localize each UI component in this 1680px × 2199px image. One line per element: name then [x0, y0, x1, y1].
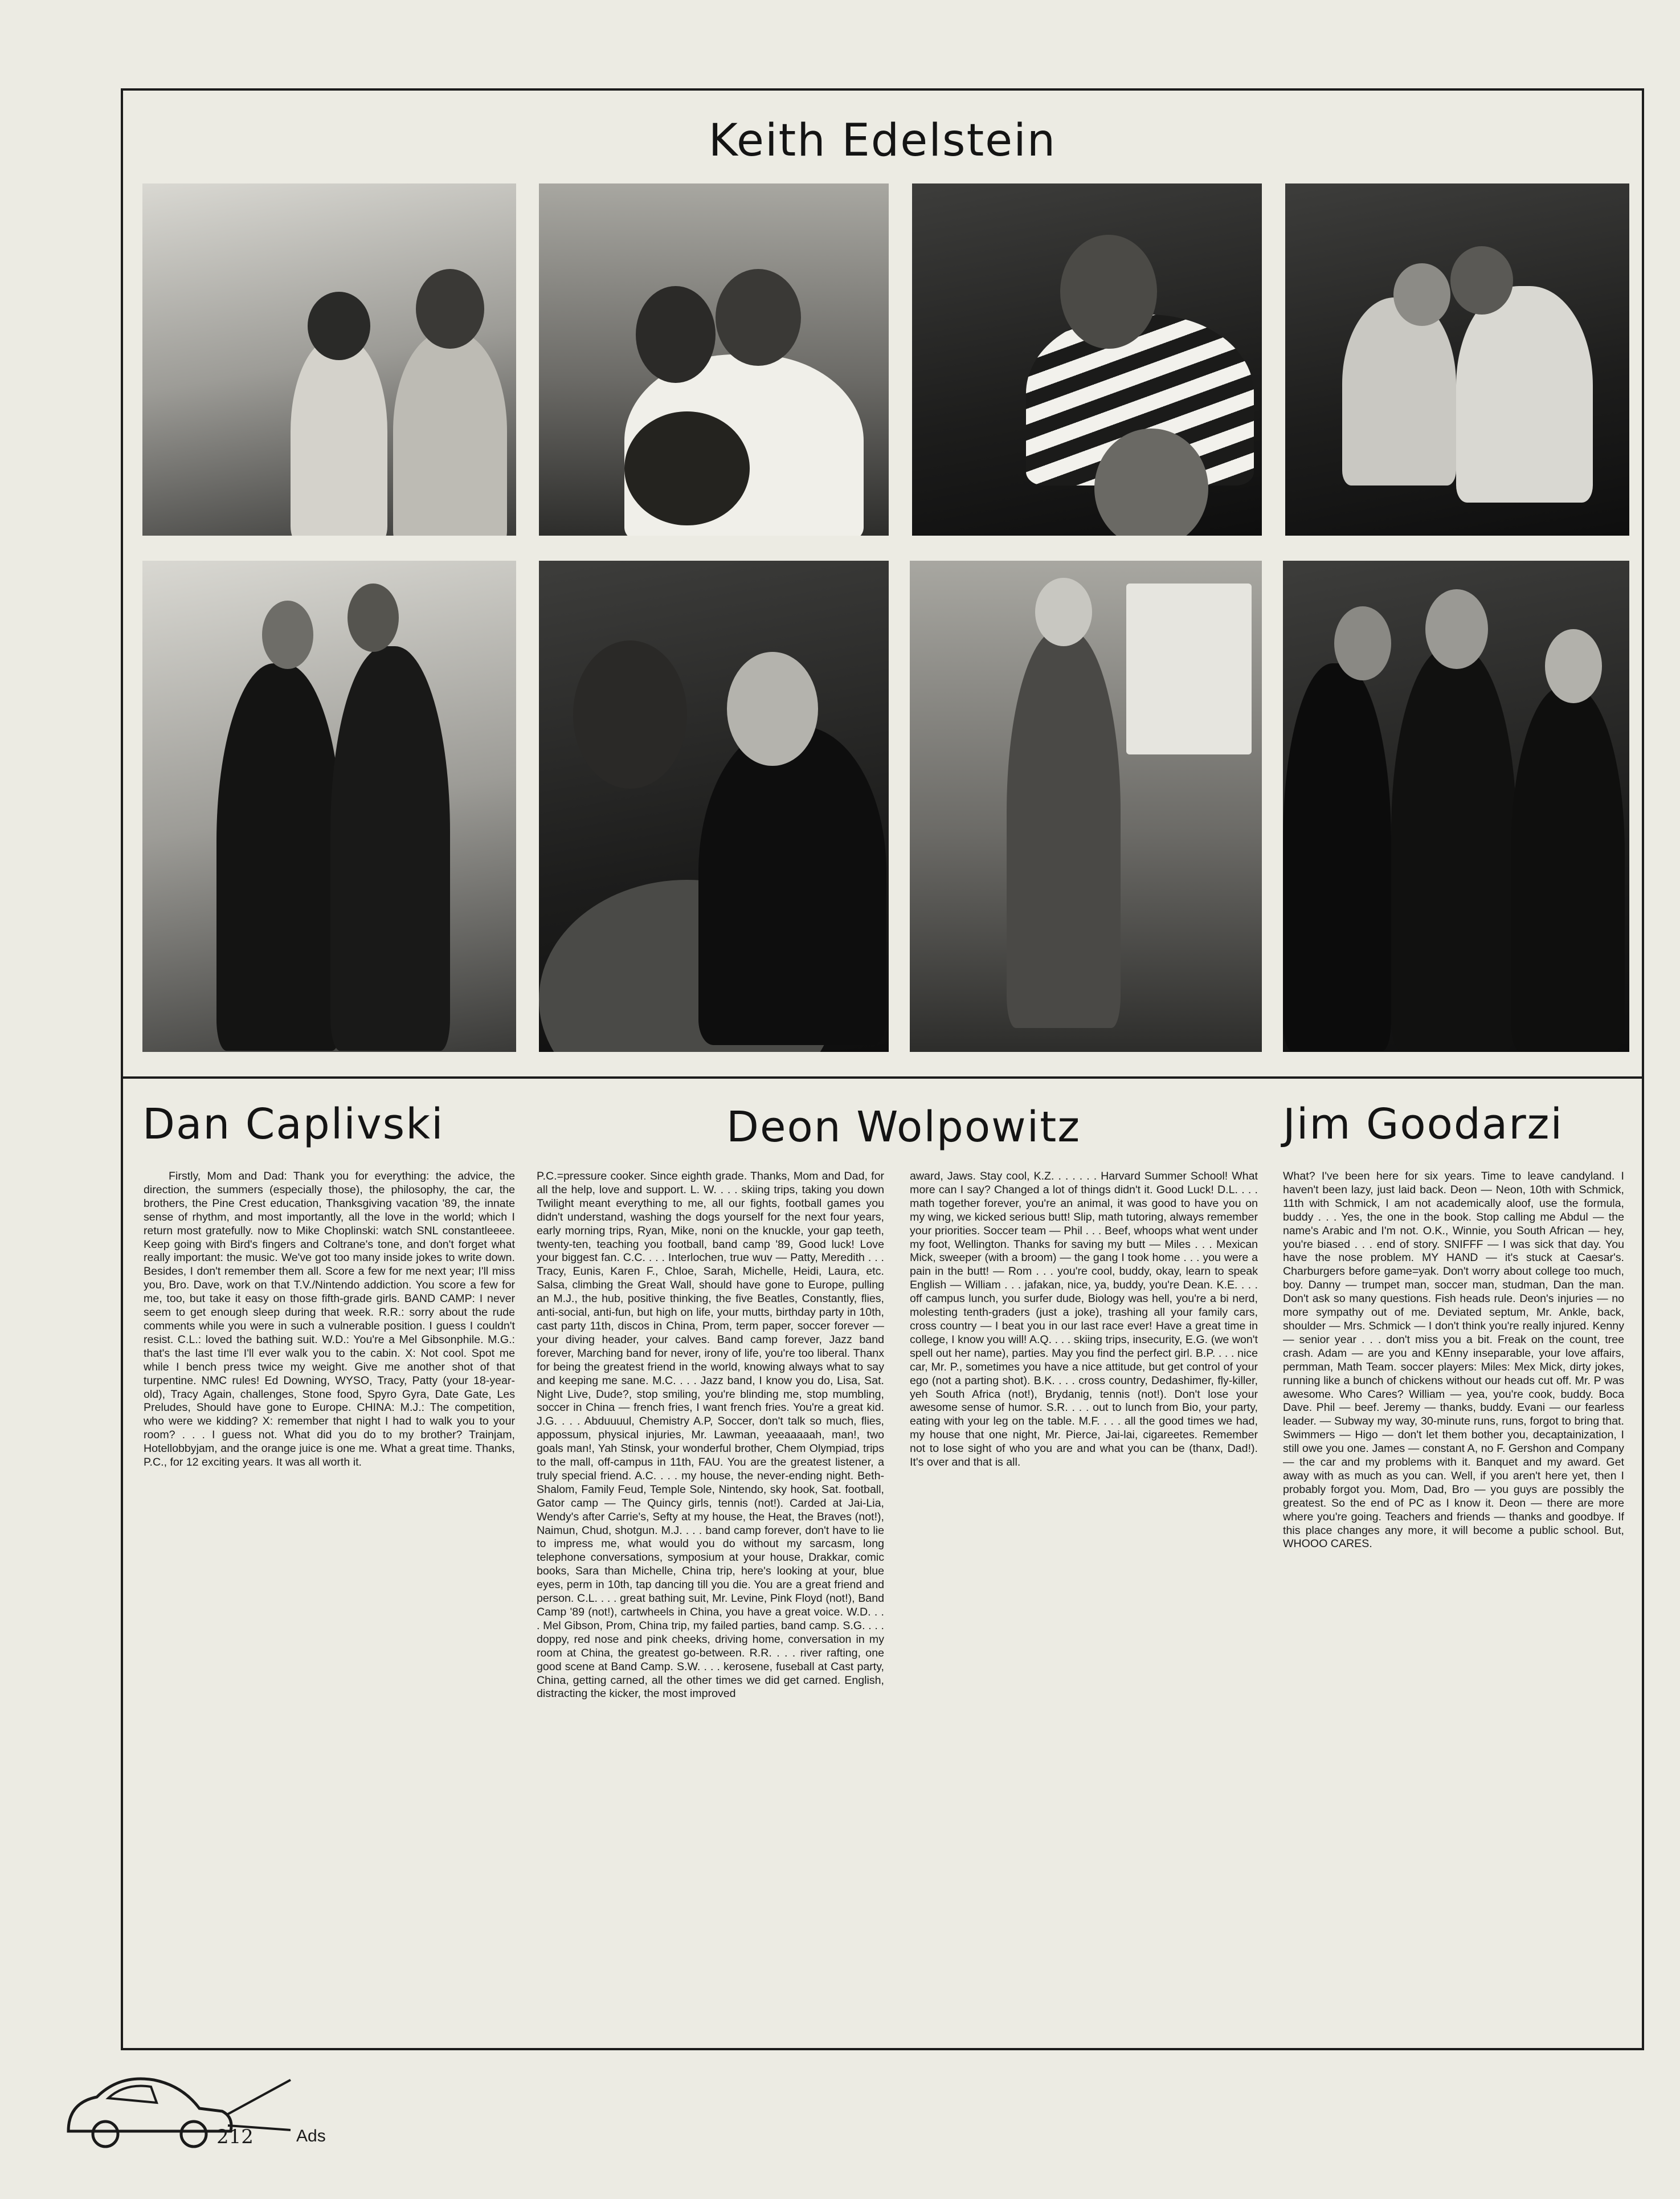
dan-title: Dan Caplivski — [142, 1100, 444, 1149]
photo-couple-with-dog — [539, 183, 889, 536]
photo-man-suit-bus — [910, 561, 1262, 1052]
photo-two-men-tuxedos — [142, 561, 516, 1052]
photo-three-young-men-tuxedos — [1283, 561, 1629, 1052]
jim-title: Jim Goodarzi — [1283, 1100, 1564, 1149]
photo-two-friends-outdoors — [142, 183, 516, 536]
deon-text-col1: P.C.=pressure cooker. Since eighth grade. Thanks, Mom and Dad, for all the help, love and support. L. W. . . . skiing trips, taking you down Twilight meant everything to me, all our fights, football games you didn't understand, washing the dogs yourself for the next four years, early morning trips, Ryan, Mike, noni on the knuckle, your gap teeth, twenty-ten, teaching you football, band camp '89, Good luck! Love your biggest fan. C.C. . . . Interlochen, true wuv — Patty, Meredith . . . Tracy, Eunis, Karen F., Chloe, Sarah, Michelle, Heidi, Laura, etc. Salsa, climbing the Great Wall, should have gone to Europe, pulling an M.J., the hub, positive thinking, the five Beatles, Constantly, flies, anti-social, anti-fun, but high on life, your mutts, birthday party in 10th, cast party 11th, discos in China, Prom, term paper, soccer forever — your diving header, your calves. Band camp forever, Jazz band forever, Marching band for never, irony of life, you're too liberal. Thanx for being the greatest friend in the world, knowing always what to say and keeping me sane. M.C. . . . Jazz band, I know you do, Lisa, Sat. Night Live, Dude?, stop smiling, you're blinding me, stop mumbling, soccer in China — french fries, I want french fries. You're a great kid. J.G. . . . Abduuuul, Chemistry A.P, Soccer, don't talk so much, flies, appossum, physical injuries, Mr. Lawman, yeeaaaaah, man!, two goals man!, Yah Stinsk, your wonderful brother, Chem Olympiad, trips to the mall, off-campus in 11th, FAU. You are the greatest listener, a truly special friend. A.C. . . . my house, the never-ending night. Beth-Shalom, Family Feud, Temple Sole, Nintendo, sky hook, Sat. football, Gator camp — The Quincy girls, tennis (not!). Carded at Jai-Lia, Wendy's after Carrie's, Sefty at my house, the Heat, the Braves (not!), Naimun, Chud, shotgun. M.J. . . . band camp forever, don't have to lie to impress me, what would you do without my sarcasm, long telephone conversations, symposium at your house, Drakkar, comic books, Sara than Michelle, China trip, here's looking at your, blue eyes, perm in 10th, tap dancing till you die. You are a great friend and person. C.L. . . . great bathing suit, Mr. Levine, Pink Floyd (not!), Band Camp '89 (not!), cartwheels in China, you have a great voice. W.D. . . . Mel Gibson, Prom, China trip, my failed parties, band camp. S.G. . . . doppy, red nose and pink cheeks, driving home, conversation in my room at China, the greatest go-between. R.R. . . . river rafting, one good scene at Band Camp. S.W. . . . kerosene, fuseball at Cast party, China, getting carned, all the other times we did get carned. English, distracting the kicker, the most improved — [537, 1170, 884, 1700]
photo-two-people-sunny-porch — [1285, 183, 1629, 536]
page-number: 212 — [216, 2125, 254, 2148]
section-label: Ads — [296, 2127, 326, 2145]
jim-text: What? I've been here for six years. Time to leave candyland. I haven't been lazy, just laid back. Deon — Neon, 10th with Schmick, 11th with Schmick, I am not academically aloof, use the formula, buddy . . . Yes, the one in the book. Stop calling me Abdul — the name's Arabic and I'm not. O.K., Winnie, you South African — hey, you're biased . . . end of story. SNIFFF — I was sick that day. You have the nose problem. MY HAND — it's stuck at Caesar's. Charburgers before game=yak. Don't worry about college too much, boy. Danny — trumpet man, soccer man, studman, Dan the man. Don't ask so many questions. Fish heads rule. Deon's injuries — no more sympathy out of me. Deviated septum, Mr. Ankle, back, shoulder — Mrs. Schmick — I don't think you're really injured. Kenny — senior year . . . don't miss you a bit. Freak on the count, tree crash. Adam — are you and KEnny inseparable, your love affairs, permman, Math Team. soccer players: Miles: Mex Mick, dirty jokes, running like a bunch of chickens without our heads cut off. Mr. P was awesome. Who Cares? William — yea, you're cook, buddy. Boca Dave. Phil — beef. Jeremy — thanks, buddy. Evani — our fearless leader. — Subway my way, 30-minute runs, runs, forgot to bring that. Swimmers — Higo — don't let them bother you, decaptainization, I still owe you one. James — constant A, no F. Gershon and Company — the car and my problems with it. Banquet and my award. Get away with as much as you can. Well, if you aren't here yet, then I probably forgot you. Mom, Dad, Bro — you guys are possibly the greatest. So the end of PC as I know it. Deon — there are more where you're going. Teachers and friends — thanks and goodbye. If this place changes any more, it will become a public school. But, WHOOO CARES. — [1283, 1170, 1624, 1551]
car-cartoon-icon — [57, 2063, 296, 2148]
section-divider — [121, 1076, 1644, 1079]
dan-text: Firstly, Mom and Dad: Thank you for everything: the advice, the direction, the summers (especially those), the philosophy, the car, the brothers, the Pine Crest education, Thanksgiving vacation '89, the innate sense of rhythm, and most importantly, all the love in the world; which I return most gratefully. now to Mike Choplinski: watch SNL constantleeee. Keep going with Bird's fingers and Coltrane's tone, and don't forget what really important: the music. We've got too many inside jokes to write down. Besides, I don't remember them all. Score a few for me next year; I'll miss you, Bro. Dave, work on that T.V./Nintendo addiction. You score a few for me, too, but take it easy on those fifth-grade girls. BAND CAMP: I never seem to get enough sleep during that week. R.R.: sorry about the rude comments while you were in such a vulnerable position. I guess I couldn't resist. C.L.: loved the bathing suit. W.D.: You're a Mel Gibsonphile. M.G.: that's the last time I'll ever walk you to the cabin. X: Not cool. Spot me while I bench press twice my weight. Give me another shot of that turpentine. NMC rules! Ed Downing, WYSO, Tracy, Patty (your 18-year-old), Tracy Again, challenges, Stone food, Spyro Gyra, Date Gate, Les Preludes, Should have gone to Europe. CHINA: M.J.: The competition, who were we kidding? X: remember that night I had to walk you to your room? . . . I guess not. What did you do to my brother? Trainjam, Hotellobbyjam, and the orange juice is one me. What a great time. Thanks, P.C., for 12 exciting years. It was all worth it. — [144, 1170, 515, 1469]
deon-title: Deon Wolpowitz — [726, 1103, 1081, 1152]
photo-couple-casino-table — [539, 561, 889, 1052]
photo-three-friends-sunglasses — [912, 183, 1262, 536]
deon-text-col2: award, Jaws. Stay cool, K.Z. . . . . . . Harvard Summer School! What more can I say? Changed a lot of things didn't it. Good Luck! D.L. . . . math together forever, you're an animal, it was good to have you on my wing, we kicked serious butt! Slip, math tutoring, always remember your priorities. Soccer team — Phil . . . Beef, whoops what went under my foot, Wellington. Thanks for saving my butt — Miles . . . Mexican Mick, sweeper (with a broom) — the gang I took home . . . you were a pain in the butt! — Rom . . . you're cool, buddy, okay, learn to speak English — William . . . jafakan, nice, ya, buddy, you're Dean. K.E. . . . off campus lunch, you surfer dude, Biology was hell, you're a bi nerd, molesting tenth-graders (just a joke), trashing all your family cars, cross country — I beat you in our last race ever! Have a great time in college, I know you will! A.Q. . . . skiing trips, insecurity, E.G. (we won't spell out her name), parties. May you find the perfect girl. B.P. . . . nice car, Mr. P., sometimes you have a nice attitude, but get control of your ego (not a parting shot). B.K. . . . cross country, Dedashimer, fly-killer, yeh South Africa (not!), Brydanig, tennis (not!). Don't lose your awesome sense of humor. S.R. . . . out to lunch from Bio, your party, eating with your leg on the table. M.F. . . . all the good times we had, my house that one night, Mr. Pierce, Jai-lai, cigareetes. Remember not to lose sight of who you are and what you can be (thanx, Dad!). It's over and that is all. — [910, 1170, 1258, 1469]
keith-title: Keith Edelstein — [708, 115, 1057, 166]
